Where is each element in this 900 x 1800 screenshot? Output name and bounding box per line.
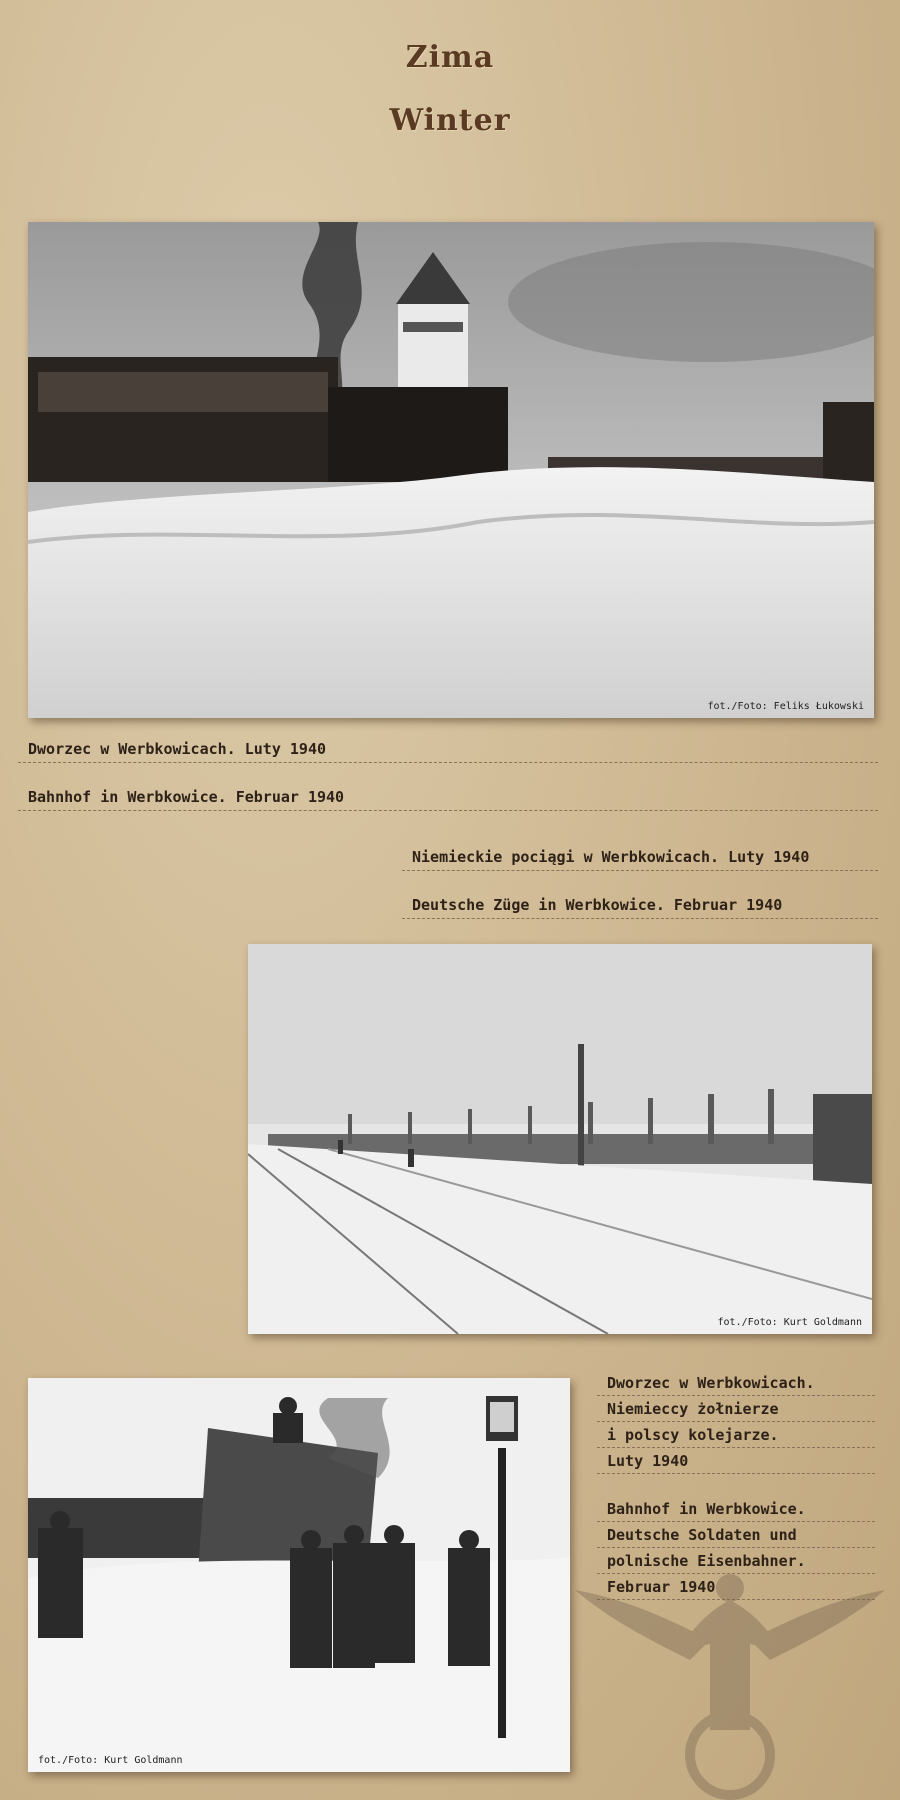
caption-photo3-polish-line: i polscy kolejarze. [597,1422,875,1448]
photo-credit: fot./Foto: Kurt Goldmann [717,1317,862,1328]
caption-photo3-polish-line: Dworzec w Werbkowicach. [597,1370,875,1396]
photo-german-trains [248,944,872,1334]
caption-photo1-polish: Dworzec w Werbkowicach. Luty 1940 [18,740,878,763]
caption-photo3-german-line: Februar 1940 [597,1574,875,1600]
caption-photo2-german: Deutsche Züge in Werbkowice. Februar 1940 [402,896,878,919]
caption-photo2-polish: Niemieckie pociągi w Werbkowicach. Luty 1940 [402,848,878,871]
photo-credit: fot./Foto: Feliks Łukowski [707,701,864,712]
eagle-emblem-watermark [570,1540,890,1800]
caption-photo3-german-line: polnische Eisenbahner. [597,1548,875,1574]
photo-soldiers-railwaymen [28,1378,570,1772]
caption-photo3-german-line: Deutsche Soldaten und [597,1522,875,1548]
page-title-english: Winter [389,103,511,138]
page-title-polish: Zima [405,40,495,75]
caption-photo1-german: Bahnhof in Werbkowice. Februar 1940 [18,788,878,811]
photo-station-train [28,222,874,718]
caption-photo3-polish-line: Luty 1940 [597,1448,875,1474]
photo-credit: fot./Foto: Kurt Goldmann [38,1755,183,1766]
caption-photo3-polish-line: Niemieccy żołnierze [597,1396,875,1422]
caption-photo3-german-line: Bahnhof in Werbkowice. [597,1496,875,1522]
